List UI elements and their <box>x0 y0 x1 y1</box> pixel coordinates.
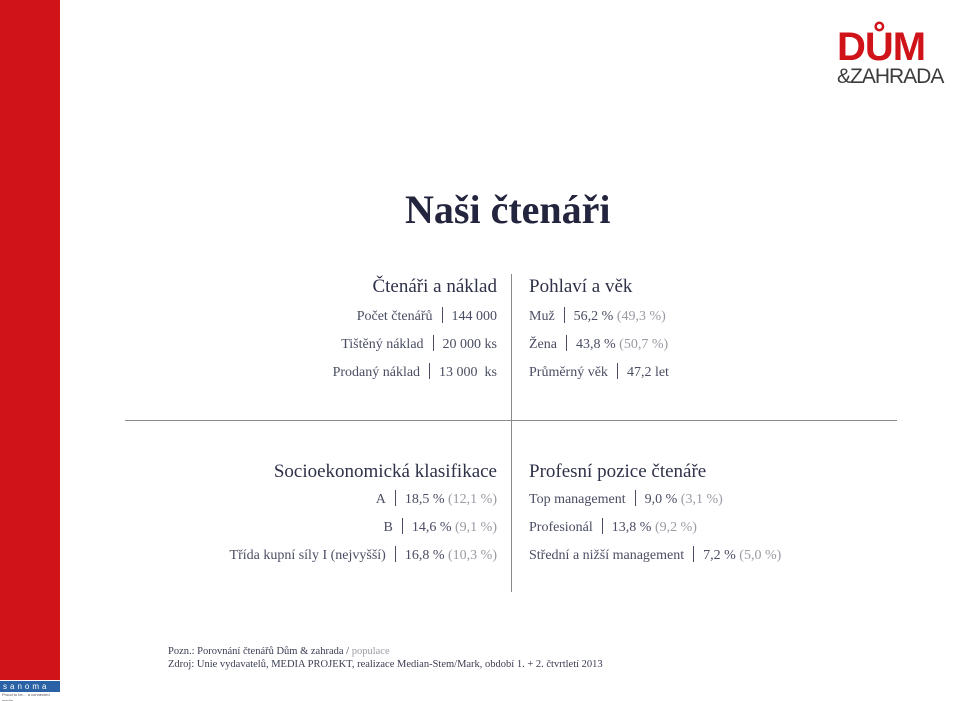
row-separator <box>602 518 603 534</box>
row-value: 47,2 let <box>626 365 669 380</box>
sanoma-logo <box>0 681 60 701</box>
row-reference: (9,2 %) <box>654 520 697 535</box>
row-label: Průměrný věk <box>529 365 608 380</box>
footnote-source: Zdroj: Unie vydavatelů, MEDIA PROJEKT, realizace Median-Stem/Mark, období 1. + 2. čtvrtletí 2013 <box>168 659 603 670</box>
readers-row <box>333 303 497 331</box>
row-separator <box>635 490 636 506</box>
brand-sidebar-bar <box>0 0 60 680</box>
row-label: Třída kupní síly I (nejvyšší) <box>229 548 386 563</box>
gender-row <box>529 331 669 359</box>
row-label: Muž <box>529 309 555 324</box>
row-separator <box>395 490 396 506</box>
row-value: 13 000 ks <box>439 365 497 380</box>
readers-section <box>333 274 497 387</box>
row-separator <box>429 363 430 379</box>
row-separator <box>402 518 403 534</box>
sanoma-logo-tagline: Proud to be… a connected media <box>2 692 50 701</box>
row-value: 20 000 ks <box>442 337 497 352</box>
row-label: Počet čtenářů <box>356 309 433 324</box>
row-label: Tištěný náklad <box>341 337 424 352</box>
row-label: Top management <box>529 492 626 507</box>
vertical-divider <box>511 274 512 592</box>
row-reference: (9,1 %) <box>455 520 497 535</box>
position-section <box>529 459 781 570</box>
row-value: 7,2 % <box>703 548 736 563</box>
footnote <box>168 645 603 671</box>
socio-row <box>230 486 497 514</box>
logo-main-text: DŮM <box>837 25 926 69</box>
row-value: 13,8 % <box>611 520 652 535</box>
socio-row <box>230 514 497 542</box>
row-separator <box>564 307 565 323</box>
row-separator <box>566 335 567 351</box>
row-label: B <box>383 520 393 535</box>
row-separator <box>433 335 434 351</box>
row-value: 14,6 % <box>411 520 452 535</box>
position-row <box>529 514 781 542</box>
horizontal-divider <box>125 420 897 421</box>
row-label: Žena <box>529 337 557 352</box>
row-value: 144 000 <box>451 309 497 324</box>
row-value: 9,0 % <box>644 492 678 507</box>
readers-row <box>333 359 497 387</box>
row-reference: (3,1 %) <box>680 492 723 507</box>
row-reference: (49,3 %) <box>616 309 666 324</box>
readers-row <box>333 331 497 359</box>
row-label: Profesionál <box>529 520 593 535</box>
gender-heading: Pohlaví a věk <box>529 276 633 297</box>
row-reference: (5,0 %) <box>739 548 782 563</box>
row-label: Prodaný náklad <box>332 365 421 380</box>
position-row <box>529 542 781 570</box>
socio-heading: Socioekonomická klasifikace <box>273 461 497 482</box>
row-separator <box>617 363 618 379</box>
row-reference: (10,3 %) <box>448 548 497 563</box>
gender-row <box>529 359 669 387</box>
row-value: 56,2 % <box>573 309 614 324</box>
row-label: A <box>375 492 386 507</box>
gender-section <box>529 274 669 387</box>
dum-zahrada-logo <box>837 25 952 88</box>
row-label: Střední a nižší management <box>529 548 685 563</box>
footnote-comparison: Pozn.: Porovnání čtenářů Dům & zahrada / <box>168 646 352 657</box>
readers-heading: Čtenáři a náklad <box>372 276 497 297</box>
footnote-population: populace <box>351 646 390 657</box>
row-value: 16,8 % <box>404 548 445 563</box>
socio-row <box>230 542 497 570</box>
row-value: 18,5 % <box>404 492 445 507</box>
page-title: Naši čtenáři <box>405 187 611 232</box>
sanoma-logo-wordmark: sanoma <box>0 681 60 692</box>
row-separator <box>442 307 443 323</box>
row-reference: (50,7 %) <box>619 337 669 352</box>
row-separator <box>395 546 396 562</box>
row-reference: (12,1 %) <box>448 492 497 507</box>
gender-row <box>529 303 669 331</box>
footnote-line <box>168 645 603 658</box>
socio-section <box>230 459 497 570</box>
logo-sub-text: &ZAHRADA <box>837 65 944 88</box>
position-heading: Profesní pozice čtenáře <box>529 461 707 482</box>
row-value: 43,8 % <box>575 337 616 352</box>
position-row <box>529 486 781 514</box>
row-separator <box>693 546 694 562</box>
